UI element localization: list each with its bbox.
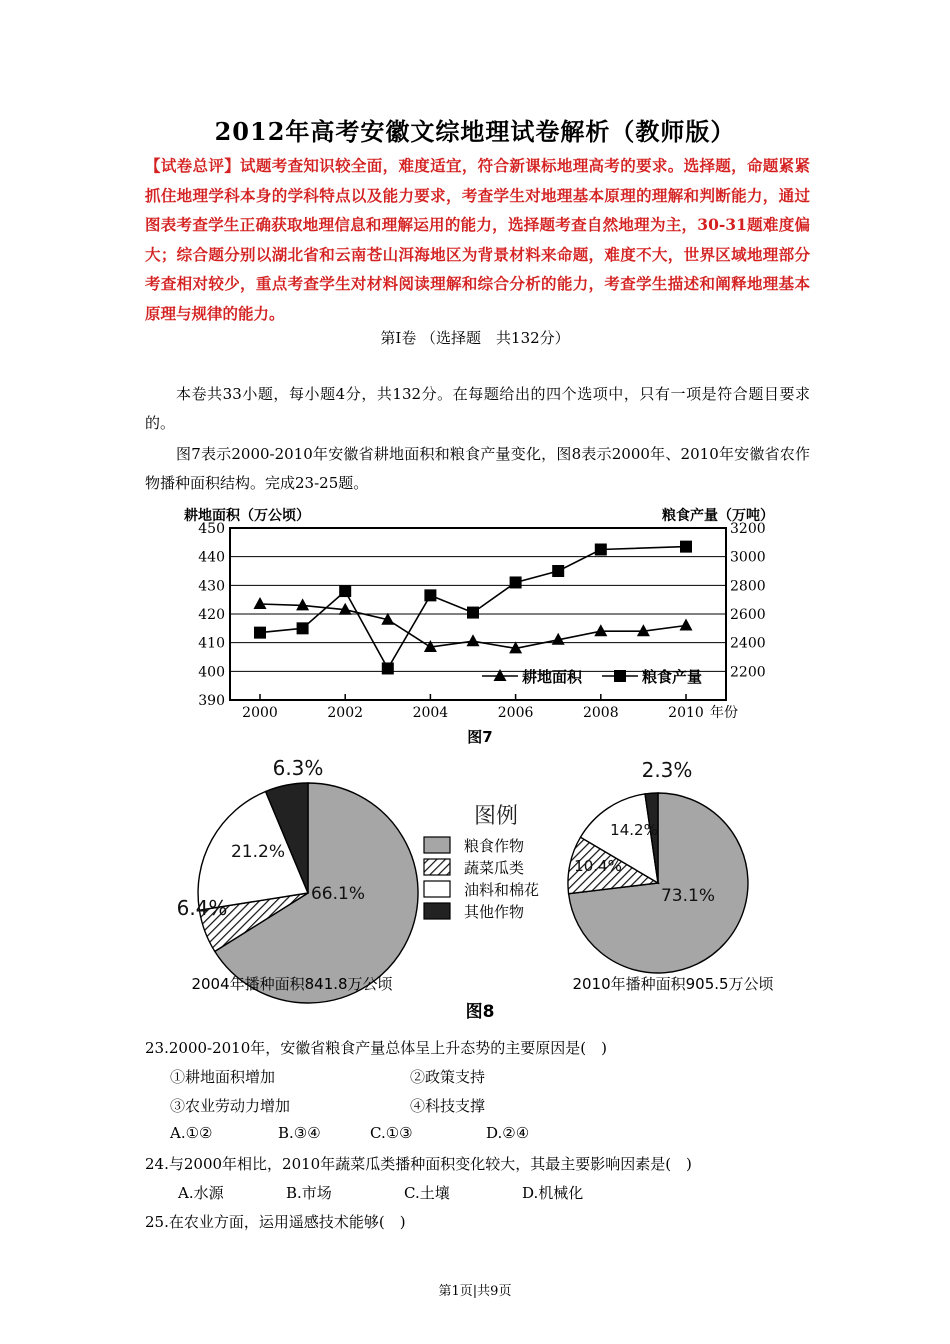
left-tick-label: 410 — [198, 635, 225, 652]
grain-output-point — [254, 627, 266, 639]
left-tick-label: 400 — [198, 664, 225, 681]
left-tick-label: 430 — [198, 578, 225, 595]
q23-statement-1: ①耕地面积增加 — [170, 1068, 276, 1086]
grain-output-point — [595, 544, 607, 556]
figure-intro-paragraph: 图7表示2000-2010年安徽省耕地面积和粮食产量变化，图8表示2000年、2010年安徽省农作物播种面积结构。完成23-25题。 — [145, 445, 810, 492]
grain-output-point — [510, 576, 522, 588]
q23-option-c: C.①③ — [370, 1124, 413, 1142]
legend-swatch — [424, 881, 450, 897]
right-tick-label: 3000 — [730, 549, 766, 566]
question-23-stem: 23.2000-2010年，安徽省粮食产量总体呈上升态势的主要原因是( ) — [145, 1039, 607, 1057]
pie-data-label: 10.4% — [574, 857, 622, 875]
left-tick-label: 420 — [198, 607, 225, 623]
page-footer: 第1页|共9页 — [438, 1284, 512, 1299]
figure-8-caption: 图8 — [465, 1002, 495, 1022]
q23-option-b: B.③④ — [278, 1124, 321, 1142]
q23-statement-4: ④科技支撑 — [410, 1097, 486, 1115]
legend-label: 蔬菜瓜类 — [464, 859, 525, 877]
page-title: 2012年高考安徽文综地理试卷解析（教师版） — [214, 117, 736, 146]
x-tick-label: 2004 — [412, 705, 449, 721]
pie-data-label: 21.2% — [230, 842, 286, 862]
legend-label-grain: 粮食产量 — [642, 668, 703, 686]
q24-option-d: D.机械化 — [522, 1184, 584, 1202]
section-heading: 第Ⅰ卷 （选择题 共132分） — [380, 329, 570, 347]
right-axis-title: 粮食产量（万吨） — [662, 508, 774, 524]
grain-output-point — [382, 662, 394, 674]
pie-caption: 2010年播种面积905.5万公顷 — [572, 975, 774, 993]
grain-output-point — [467, 607, 479, 619]
pie-data-label: 73.1% — [660, 886, 716, 906]
legend-label: 其他作物 — [464, 903, 525, 921]
right-tick-label: 2600 — [730, 607, 766, 623]
figure-7-line-chart — [170, 500, 790, 750]
question-24-stem: 24.与2000年相比，2010年蔬菜瓜类播种面积变化较大，其最主要影响因素是( ) — [145, 1155, 692, 1173]
right-tick-label: 2400 — [730, 635, 766, 652]
exam-review: 【试卷总评】试题考查知识较全面，难度适宜，符合新课标地理高考的要求。选择题，命题紧紧抓住地理学科本身的学科特点以及能力要求，考查学生对地理基本原理的理解和判断能力，通过图表考查学生正确获取地理信息和理解运用的能力，选择题考查自然地理为主，30-31题难度偏大；综合题分别以湖北省和云南苍山洱海地区为背景材料来命题，难度不大，世界区域地理部分考查相对较少，重点考查学生对材料阅读理解和综合分析的能力，考查学生描述和阐释地理基本原理与规律的能力。 — [145, 156, 810, 323]
pie-data-label: 2.3% — [641, 758, 693, 782]
x-tick-label: 2000 — [242, 705, 278, 721]
farmland-area-point — [467, 634, 480, 646]
question-25-stem: 25.在农业方面，运用遥感技术能够( ) — [145, 1213, 406, 1231]
x-tick-label: 2002 — [327, 705, 364, 721]
legend-title: 图例 — [473, 804, 519, 829]
grain-output-point — [552, 565, 564, 577]
farmland-area-point — [594, 624, 607, 636]
pie-data-label: 6.4% — [176, 896, 228, 920]
left-tick-label: 390 — [198, 693, 225, 709]
q23-statement-2: ②政策支持 — [410, 1068, 486, 1086]
left-tick-label: 450 — [198, 521, 225, 537]
x-tick-label: 2010 — [668, 705, 704, 721]
pie-caption: 2004年播种面积841.8万公顷 — [191, 975, 393, 993]
pie-2010 — [568, 758, 774, 993]
q24-option-a: A.水源 — [178, 1184, 224, 1202]
grain-output-point — [680, 541, 692, 553]
figure-7-caption: 图7 — [467, 728, 493, 746]
farmland-area-point — [296, 598, 309, 610]
pie-data-label: 66.1% — [310, 884, 366, 904]
left-tick-label: 440 — [198, 549, 225, 566]
grain-output-point — [297, 622, 309, 634]
grain-output-point — [339, 585, 351, 597]
pie-data-label: 14.2% — [610, 821, 658, 839]
instructions-paragraph: 本卷共33小题，每小题4分，共132分。在每题给出的四个选项中，只有一项是符合题目要求的。 — [145, 385, 810, 432]
farmland-area-point — [254, 597, 267, 609]
legend-square-marker — [614, 670, 626, 682]
figure-8-pie-charts — [150, 755, 810, 1030]
legend-label: 粮食作物 — [464, 837, 525, 855]
grain-output-point — [424, 589, 436, 601]
x-tick-label: 2006 — [497, 705, 534, 721]
right-tick-label: 2200 — [730, 664, 766, 681]
q23-option-d: D.②④ — [486, 1124, 530, 1142]
right-tick-label: 2800 — [730, 578, 766, 595]
legend-swatch — [424, 837, 450, 853]
q23-option-a: A.①② — [170, 1124, 213, 1142]
q23-statement-3: ③农业劳动力增加 — [170, 1097, 291, 1115]
pie-data-label: 6.3% — [272, 756, 324, 780]
pie-2004 — [177, 756, 418, 1003]
legend-label: 油料和棉花 — [464, 881, 540, 899]
farmland-area-point — [680, 618, 693, 630]
q24-option-b: B.市场 — [286, 1184, 332, 1202]
q24-option-c: C.土壤 — [404, 1184, 450, 1202]
legend-label-farmland: 耕地面积 — [522, 668, 583, 686]
legend-triangle-marker — [494, 669, 507, 681]
legend-swatch — [424, 859, 450, 875]
x-unit-label: 年份 — [710, 705, 738, 721]
right-tick-label: 3200 — [730, 521, 766, 537]
legend-swatch — [424, 903, 450, 919]
left-axis-title: 耕地面积（万公顷） — [184, 508, 310, 524]
x-tick-label: 2008 — [582, 705, 619, 721]
